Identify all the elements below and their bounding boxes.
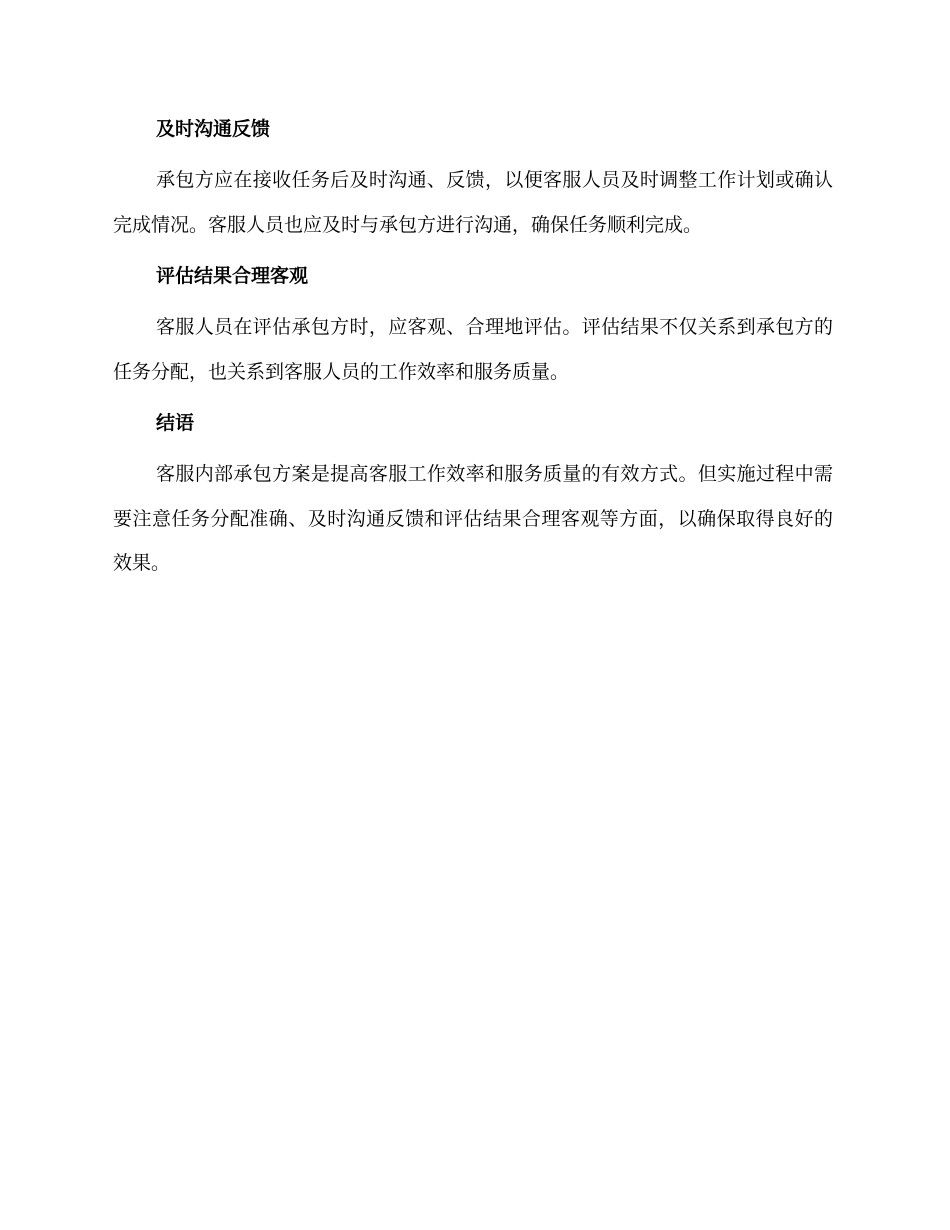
section-heading-communication: 及时沟通反馈	[156, 118, 271, 140]
section-body-evaluation: 客服人员在评估承包方时，应客观、合理地评估。评估结果不仅关系到承包方的任务分配，也关系到客服人员的工作效率和服务质量。	[113, 316, 833, 383]
section-body-conclusion: 客服内部承包方案是提高客服工作效率和服务质量的有效方式。但实施过程中需要注意任务分配准确、及时沟通反馈和评估结果合理客观等方面，以确保取得良好的效果。	[113, 463, 833, 574]
section-heading-conclusion: 结语	[156, 412, 195, 434]
section-heading-evaluation: 评估结果合理客观	[156, 265, 309, 287]
section-body-communication: 承包方应在接收任务后及时沟通、反馈，以便客服人员及时调整工作计划或确认完成情况。客服人员也应及时与承包方进行沟通，确保任务顺利完成。	[113, 169, 833, 236]
document-page	[113, 112, 833, 598]
